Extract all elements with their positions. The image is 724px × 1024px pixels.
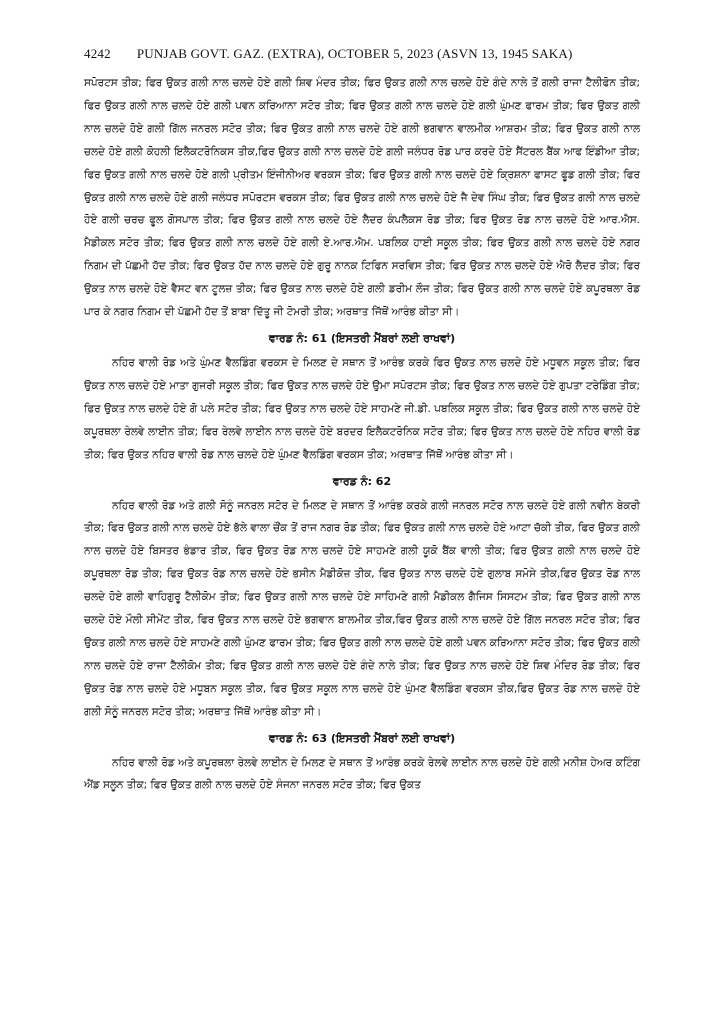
ward-62-heading: ਵਾਰਡ ਨੰ: 62 <box>332 474 392 488</box>
running-header <box>84 46 640 62</box>
ward-61-heading: ਵਾਰਡ ਨੰ: 61 (ਇਸਤਰੀ ਮੈਂਬਰਾਂ ਲਈ ਰਾਖਵਾਂ) <box>268 331 456 345</box>
continued-boundary-text: ਸਪੋਰਟਸ ਤੀਕ; ਫਿਰ ਉਕਤ ਗਲੀ ਨਾਲ ਚਲਦੇ ਹੋਏ ਗਲੀ ਸ਼ਿਵ ਮੰਦਰ ਤੀਕ; ਫਿਰ ਉਕਤ ਗਲੀ ਨਾਲ ਚਲਦੇ ਹੋਏ ਗੰਦੇ ਨਾਲੇ ਤੋਂ ਗਲੀ ਰਾਜਾ ਟੈਲੀਫੋਨ ਤੀਕ; ਫਿਰ ਉਕਤ ਗਲੀ ਨਾਲ ਚਲਦੇ ਹੋਏ ਗਲੀ ਪਵਨ ਕਰਿਆਨਾ ਸਟੋਰ ਤੀਕ; ਫਿਰ ਉਕਤ ਗਲੀ ਨਾਲ ਚਲਦੇ ਹੋਏ ਗਲੀ ਘੁੰਮਣ ਫਾਰਮ ਤੀਕ; ਫਿਰ ਉਕਤ ਗਲੀ ਨਾਲ ਚਲਦੇ ਹੋਏ ਗਲੀ ਗਿੱਲ ਜਨਰਲ ਸਟੋਰ ਤੀਕ; ਫਿਰ ਉਕਤ ਗਲੀ ਨਾਲ ਚਲਦੇ ਹੋਏ ਗਲੀ ਭਗਵਾਨ ਵਾਲਮੀਕ ਆਸ਼ਰਮ ਤੀਕ; ਫਿਰ ਉਕਤ ਗਲੀ ਨਾਲ ਚਲਦੇ ਹੋਏ ਗਲੀ ਕੋਹਲੀ ਇਲੈਕਟਰੋਨਿਕਸ ਤੀਕ,ਫਿਰ ਉਕਤ ਗਲੀ ਨਾਲ ਚਲਦੇ ਹੋਏ ਗਲੀ ਜਲੰਧਰ ਰੋਡ ਪਾਰ ਕਰਦੇ ਹੋਏ ਸੈਂਟਰਲ ਬੈਂਕ ਆਫ ਇੰਡੀਆ ਤੀਕ; ਫਿਰ ਉਕਤ ਗਲੀ ਨਾਲ ਚਲਦੇ ਹੋਏ ਗਲੀ ਪ੍ਰੀਤਮ ਇੰਜੀਨੀਅਰ ਵਰਕਸ ਤੀਕ; ਫਿਰ ਉਕਤ ਗਲੀ ਨਾਲ ਚਲਦੇ ਹੋਏ ਕ੍ਰਿਸ਼ਨਾ ਫਾਸਟ ਫੂਡ ਗਲੀ ਤੀਕ; ਫਿਰ ਉਕਤ ਗਲੀ ਨਾਲ ਚਲਦੇ ਹੋਏ ਗਲੀ ਜਲੰਧਰ ਸਪੋਰਟਸ ਵਰਕਸ ਤੀਕ; ਫਿਰ ਉਕਤ ਗਲੀ ਨਾਲ ਚਲਦੇ ਹੋਏ ਜੈ ਦੇਵ ਸਿੰਘ ਤੀਕ; ਫਿਰ ਉਕਤ ਗਲੀ ਨਾਲ ਚਲਦੇ ਹੋਏ ਗਲੀ ਚਰਚ ਫੂਲ ਗੋਸਪਾਲ ਤੀਕ; ਫਿਰ ਉਕਤ ਗਲੀ ਨਾਲ ਚਲਦੇ ਹੋਏ ਲੈਦਰ ਕੰਪਲੈਕਸ ਰੋਡ ਤੀਕ; ਫਿਰ ਉਕਤ ਰੋਡ ਨਾਲ ਚਲਦੇ ਹੋਏ ਆਰ.ਐਸ. ਮੈਡੀਕਲ ਸਟੋਰ ਤੀਕ; ਫਿਰ ਉਕਤ ਗਲੀ ਨਾਲ ਚਲਦੇ ਹੋਏ ਗਲੀ ਏ.ਆਰ.ਐਮ. ਪਬਲਿਕ ਹਾਈ ਸਕੂਲ ਤੀਕ; ਫਿਰ ਉਕਤ ਗਲੀ ਨਾਲ ਚਲਦੇ ਹੋਏ ਨਗਰ ਨਿਗਮ ਦੀ ਪੱਛਮੀ ਹੱਦ ਤੀਕ; ਫਿਰ ਉਕਤ ਹੱਦ ਨਾਲ ਚਲਦੇ ਹੋਏ ਗੁਰੂ ਨਾਨਕ ਟਿਫਿਨ ਸਰਵਿਸ ਤੀਕ; ਫਿਰ ਉਕਤ ਨਾਲ ਚਲਦੇ ਹੋਏ ਐਰੋ ਲੈਦਰ ਤੀਕ; ਫਿਰ ਉਕਤ ਨਾਲ ਚਲਦੇ ਹੋਏ ਵੈਸਟ ਵਨ ਟੂਲਜ਼ ਤੀਕ; ਫਿਰ ਉਕਤ ਨਾਲ ਚਲਦੇ ਹੋਏ ਗਲੀ ਡਰੀਮ ਲੌਜ ਤੀਕ; ਫਿਰ ਉਕਤ ਗਲੀ ਨਾਲ ਚਲਦੇ ਹੋਏ ਕਪੂਰਥਲਾ ਰੋਡ ਪਾਰ ਕੇ ਨਗਰ ਨਿਗਮ ਦੀ ਪੱਛਮੀ ਹੱਦ ਤੋਂ ਬਾਬਾ ਦਿੱਤੂ ਜੀ ਟੋਮਰੀ ਤੀਕ; ਅਰਥਾਤ ਜਿੱਥੋਂ ਆਰੰਭ ਕੀਤਾ ਸੀ। <box>84 77 640 319</box>
page-number: 4242 <box>84 46 111 61</box>
ward-63-boundary-text: ਨਹਿਰ ਵਾਲੀ ਰੋਡ ਅਤੇ ਕਪੂਰਥਲਾ ਰੇਲਵੇ ਲਾਈਨ ਦੇ ਮਿਲਣ ਦੇ ਸਥਾਨ ਤੋਂ ਆਰੰਭ ਕਰਕੇ ਰੇਲਵੇ ਲਾਈਨ ਨਾਲ ਚਲਦੇ ਹੋਏ ਗਲੀ ਮਨੀਸ਼ ਹੇਅਰ ਕਟਿੰਗ ਐਂਡ ਸਲੂਨ ਤੀਕ; ਫਿਰ ਉਕਤ ਗਲੀ ਨਾਲ ਚਲਦੇ ਹੋਏ ਸੰਜਨਾ ਜਨਰਲ ਸਟੋਰ ਤੀਕ; ਫਿਰ ਉਕਤ <box>84 756 640 792</box>
gazette-title: PUNJAB GOVT. GAZ. (EXTRA), OCTOBER 5, 2023 (ASVN 13, 1945 SAKA) <box>136 46 573 61</box>
ward-61-boundary-text: ਨਹਿਰ ਵਾਲੀ ਰੋਡ ਅਤੇ ਘੁੰਮਣ ਵੈਲਡਿੰਗ ਵਰਕਸ ਦੇ ਮਿਲਣ ਦੇ ਸਥਾਨ ਤੋਂ ਆਰੰਭ ਕਰਕੇ ਫਿਰ ਉਕਤ ਨਾਲ ਚਲਦੇ ਹੋਏ ਮਧੂਵਨ ਸਕੂਲ ਤੀਕ; ਫਿਰ ਉਕਤ ਨਾਲ ਚਲਦੇ ਹੋਏ ਮਾਤਾ ਗੁਜਰੀ ਸਕੂਲ ਤੀਕ; ਫਿਰ ਉਕਤ ਨਾਲ ਚਲਦੇ ਹੋਏ ਉਮਾ ਸਪੋਰਟਸ ਤੀਕ; ਫਿਰ ਉਕਤ ਨਾਲ ਚਲਦੇ ਹੋਏ ਗੁਪਤਾ ਟਰੇਡਿੰਗ ਤੀਕ; ਫਿਰ ਉਕਤ ਨਾਲ ਚਲਦੇ ਹੋਏ ਗੋ ਪਲੇ ਸਟੋਰ ਤੀਕ; ਫਿਰ ਉਕਤ ਨਾਲ ਚਲਦੇ ਹੋਏ ਸਾਹਮਣੇ ਜੀ.ਡੀ. ਪਬਲਿਕ ਸਕੂਲ ਤੀਕ; ਫਿਰ ਉਕਤ ਗਲੀ ਨਾਲ ਚਲਦੇ ਹੋਏ ਕਪੂਰਥਲਾ ਰੇਲਵੇ ਲਾਈਨ ਤੀਕ; ਫਿਰ ਰੇਲਵੇ ਲਾਈਨ ਨਾਲ ਚਲਦੇ ਹੋਏ ਬਰਦਰ ਇਲੈਕਟਰੋਨਿਕ ਸਟੋਰ ਤੀਕ; ਫਿਰ ਉਕਤ ਨਾਲ ਚਲਦੇ ਹੋਏ ਨਹਿਰ ਵਾਲੀ ਰੋਡ ਤੀਕ; ਫਿਰ ਉਕਤ ਨਹਿਰ ਵਾਲੀ ਰੋਡ ਨਾਲ ਚਲਦੇ ਹੋਏ ਘੁੰਮਣ ਵੈਲਡਿੰਗ ਵਰਕਸ ਤੀਕ; ਅਰਥਾਤ ਜਿੱਥੋਂ ਆਰੰਭ ਕੀਤਾ ਸੀ। <box>84 356 640 461</box>
ward-62-boundary-text: ਨਹਿਰ ਵਾਲੀ ਰੋਡ ਅਤੇ ਗਲੀ ਸੋਨੂੰ ਜਨਰਲ ਸਟੋਰ ਦੇ ਮਿਲਣ ਦੇ ਸਥਾਨ ਤੋਂ ਆਰੰਭ ਕਰਕੇ ਗਲੀ ਜਨਰਲ ਸਟੋਰ ਨਾਲ ਚਲਦੇ ਹੋਏ ਗਲੀ ਨਵੀਨ ਬੇਕਰੀ ਤੀਕ; ਫਿਰ ਉਕਤ ਗਲੀ ਨਾਲ ਚਲਦੇ ਹੋਏ ਭੱਲੇ ਵਾਲਾ ਚੌਂਕ ਤੋਂ ਰਾਜ ਨਗਰ ਰੋਡ ਤੀਕ; ਫਿਰ ਉਕਤ ਗਲੀ ਨਾਲ ਚਲਦੇ ਹੋਏ ਆਟਾ ਚੱਕੀ ਤੀਕ, ਫਿਰ ਉਕਤ ਗਲੀ ਨਾਲ ਚਲਦੇ ਹੋਏ ਬਿਸਤਰ ਭੰਡਾਰ ਤੀਕ, ਫਿਰ ਉਕਤ ਰੋਡ ਨਾਲ ਚਲਦੇ ਹੋਏ ਸਾਹਮਣੇ ਗਲੀ ਯੂਕੋ ਬੈਂਕ ਵਾਲੀ ਤੀਕ; ਫਿਰ ਉਕਤ ਗਲੀ ਨਾਲ ਚਲਦੇ ਹੋਏ ਕਪੂਰਥਲਾ ਰੋਡ ਤੀਕ; ਫਿਰ ਉਕਤ ਰੋਡ ਨਾਲ ਚਲਦੇ ਹੋਏ ਭਸੀਨ ਮੈਡੀਕੋਜ਼ ਤੀਕ, ਫਿਰ ਉਕਤ ਨਾਲ ਚਲਦੇ ਹੋਏ ਗੁਲਾਬ ਸਮੋਸੇ ਤੀਕ,ਫਿਰ ਉਕਤ ਰੋਡ ਨਾਲ ਚਲਦੇ ਹੋਏ ਗਲੀ ਵਾਹਿਗੁਰੂ ਟੈਲੀਕੋਮ ਤੀਕ; ਫਿਰ ਉਕਤ ਗਲੀ ਨਾਲ ਚਲਦੇ ਹੋਏ ਸਾਹਿਮਣੇ ਗਲੀ ਮੈਡੀਕਲ ਗੈਜਿਸ ਸਿਸਟਮ ਤੀਕ; ਫਿਰ ਉਕਤ ਗਲੀ ਨਾਲ ਚਲਦੇ ਹੋਏ ਮੌਲੀ ਸੀਮੇਂਟ ਤੀਕ, ਫਿਰ ਉਕਤ ਨਾਲ ਚਲਦੇ ਹੋਏ ਭਗਵਾਨ ਬਾਲਮੀਕ ਤੀਕ,ਫਿਰ ਉਕਤ ਗਲੀ ਨਾਲ ਚਲਦੇ ਹੋਏ ਗਿੱਲ ਜਨਰਲ ਸਟੋਰ ਤੀਕ; ਫਿਰ ਉਕਤ ਗਲੀ ਨਾਲ ਚਲਦੇ ਹੋਏ ਸਾਹਮਣੇ ਗਲੀ ਘੁੰਮਣ ਫਾਰਮ ਤੀਕ; ਫਿਰ ਉਕਤ ਗਲੀ ਨਾਲ ਚਲਦੇ ਹੋਏ ਗਲੀ ਪਵਨ ਕਰਿਆਨਾ ਸਟੋਰ ਤੀਕ; ਫਿਰ ਉਕਤ ਗਲੀ ਨਾਲ ਚਲਦੇ ਹੋਏ ਰਾਜਾ ਟੈਲੀਕੋਮ ਤੀਕ; ਫਿਰ ਉਕਤ ਗਲੀ ਨਾਲ ਚਲਦੇ ਹੋਏ ਗੰਦੇ ਨਾਲੇ ਤੀਕ; ਫਿਰ ਉਕਤ ਨਾਲ ਚਲਦੇ ਹੋਏ ਸ਼ਿਵ ਮੰਦਿਰ ਰੋਡ ਤੀਕ; ਫਿਰ ਉਕਤ ਰੋਡ ਨਾਲ ਚਲਦੇ ਹੋਏ ਮਧੂਬਨ ਸਕੂਲ ਤੀਕ, ਫਿਰ ਉਕਤ ਸਕੂਲ ਨਾਲ ਚਲਦੇ ਹੋਏ ਘੁੰਮਣ ਵੈਲਡਿੰਗ ਵਰਕਸ ਤੀਕ,ਫਿਰ ਉਕਤ ਰੋਡ ਨਾਲ ਚਲਦੇ ਹੋਏ ਗਲੀ ਸੋਨੂੰ ਜਨਰਲ ਸਟੋਰ ਤੀਕ; ਅਰਥਾਤ ਜਿੱਥੋਂ ਆਰੰਭ ਕੀਤਾ ਸੀ। <box>84 499 640 718</box>
ward-63-heading: ਵਾਰਡ ਨੰ: 63 (ਇਸਤਰੀ ਮੈਂਬਰਾਂ ਲਈ ਰਾਖਵਾਂ) <box>268 731 456 745</box>
